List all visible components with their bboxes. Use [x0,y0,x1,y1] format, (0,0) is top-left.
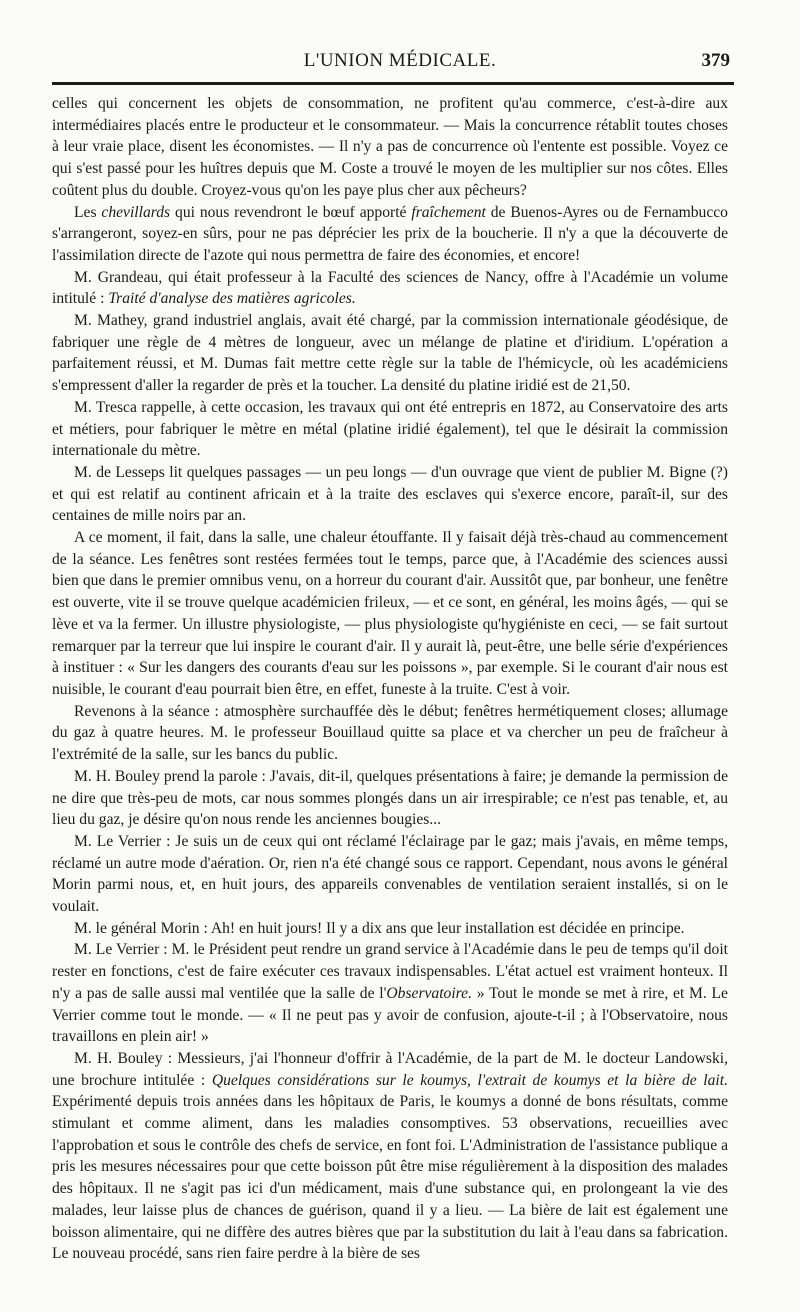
italic-term: Observatoire. [386,984,472,1002]
paragraph-text: Les [74,203,102,221]
book-title: Traité d'analyse des matières agricoles. [108,290,356,308]
paragraph-seance: Revenons à la séance : atmosphère surchauffée dès le début; fenêtres hermétiquement closes; allumage du gaz à quatre heures. M. le professeur Bouillaud quitte sa place et va chercher un peu de fraîcheur à l'extrémité de la salle, sur les bancs du public. [52,702,728,764]
paragraph-chaleur: A ce moment, il fait, dans la salle, une chaleur étouffante. Il y faisait déjà très-chaud au commencement de la séance. Les fenêtres sont restées fermées tout le temps, parce que, à l'Académie des sciences aussi bien que dans le premier omnibus venu, on a horreur du courant d'air. Aussitôt que, par bonheur, une fenêtre est ouverte, vite il se trouve quelque académicien frileux, — et ce sont, en général, les moins âgés, — qui se lève et va la fermer. Un illustre physiologiste, — plus physiologiste qu'hygiéniste en ceci, — se fait surtout remarquer par la terreur que lui inspire le courant d'air. Il y aurait là, peut-être, une belle série d'expériences à instituer : « Sur les dangers des courants d'eau sur les poissons », par exemple. Si le courant d'air nous est nuisible, le courant d'eau pourrait bien être, en effet, funeste à la truite. C'est à voir. [52,529,728,698]
header-rule [52,82,734,85]
paragraph-lesseps: M. de Lesseps lit quelques passages — un peu longs — d'un ouvrage que vient de publier M. Bigne (?) et qui est relatif au continent africain et à la traite des esclaves qui s'exerce encore, paraît-il, sur des centaines de mille noirs par an. [52,463,728,525]
running-title: L'UNION MÉDICALE. [303,50,497,71]
paragraph-tresca: M. Tresca rappelle, à cette occasion, les travaux qui ont été entrepris en 1872, au Conservatoire des arts et métiers, pour fabriquer le mètre en métal (platine iridié également), tel que le désirait la commission internationale du mètre. [52,398,728,460]
paragraph-le-verrier: M. Le Verrier : Je suis un de ceux qui ont réclamé l'éclairage par le gaz; mais j'avais, en même temps, réclamé un autre mode d'aération. Or, rien n'a été changé sous ce rapport. Cependant, nous avons le général Morin parmi nous, et, en huit jours, des appareils convenables de ventilation seraient installés, si on le voulait. [52,832,728,916]
paragraph-continued: celles qui concernent les objets de consommation, ne profitent qu'au commerce, c'est-à-dire aux intermédiaires placés entre le producteur et le consommateur. — Mais la concurrence rétablit toutes choses à leur vraie place, disent les économistes. — Il n'y a pas de concurrence où l'entente est possible. Voyez ce qui s'est passé pour les huîtres depuis que M. Coste a trouvé le moyen de les multiplier sur nos côtes. Elles coûtent plus du double. Croyez-vous qu'on les paye plus cher aux pêcheurs? [52,95,728,199]
paragraph-mathey: M. Mathey, grand industriel anglais, avait été chargé, par la commission internationale géodésique, de fabriquer une règle de 4 mètres de longueur, avec un mélange de platine et d'iridium. L'opération a parfaitement réussi, et M. Dumas fait mettre cette règle sur la table de l'hémicycle, où les académiciens s'empressent d'aller la regarder de près et la toucher. La densité du platine iridié est de 21,50. [52,312,728,395]
paragraph-grandeau [52,267,728,310]
paragraph-text: M. Grandeau, qui était professeur à la Faculté des sciences de Nancy, offre à l'Académie un volume intitulé : [52,268,728,308]
page-number: 379 [701,50,730,71]
italic-term: fraîchement [411,203,486,221]
paragraph-text: » Tout le monde se met à rire, et M. Le Verrier comme tout le monde. — « Il ne peut pas y avoir de confusion, ajoute-t-il ; à l'Observatoire, nous travaillons en plein air! » [52,984,728,1046]
paragraph-text: qui nous revendront le bœuf apporté [170,203,412,221]
article-body [52,93,728,1265]
paragraph-text: M. H. Bouley : Messieurs, j'ai l'honneur d'offrir à l'Académie, de la part de M. le docteur Landowski, une brochure intitulée : [52,1049,728,1089]
paragraph-chevillards [52,202,728,267]
paragraph-text: Expérimenté depuis trois années dans les hôpitaux de Paris, le koumys a donné de bons résultats, comme stimulant et comme aliment, dans les maladies consomptives. 53 observations, recueillies avec l'approbation et sous le contrôle des chefs de service, en font foi. L'Administration de l'assistance publique a pris les mesures nécessaires pour que cette boisson pût être mise régulièrement à la disposition des malades des hôpitaux. Il ne s'agit pas ici d'un médicament, mais d'une substance qui, en prolongeant la vie des malades, leur laisse plus de chances de guérison, quand il y a lieu. — La bière de lait est également une boisson alimentaire, qui ne diffère des autres bières que par la substitution du lait à l'eau dans sa fabrication. Le nouveau procédé, sans rien faire perdre à la bière de ses [52,1093,728,1263]
paragraph-text: M. Le Verrier : M. le Président peut rendre un grand service à l'Académie dans le peu de temps qu'il doit rester en fonctions, c'est de faire exécuter ces travaux indispensables. L'état actuel est vraiment honteux. Il n'y a pas de salle aussi mal ventilée que la salle de l' [52,941,728,1002]
paragraph-bouley: M. H. Bouley prend la parole : J'avais, dit-il, quelques présentations à faire; je demande la permission de ne dire que très-peu de mots, car nous sommes plongés dans un air irrespirable; ce n'est pas tenable, et, au lieu du gaz, je désire qu'on nous rende les anciennes bougies... [52,767,728,829]
paragraph-morin: M. le général Morin : Ah! en huit jours! Il y a dix ans que leur installation est décidée en principe. [74,919,685,937]
paragraph-le-verrier-2 [52,939,728,1048]
book-title: Quelques considérations sur le koumys, l'extrait de koumys et la bière de lait. [211,1071,728,1089]
paragraph-text: de Buenos-Ayres ou de Fernambucco s'arrangeront, soyez-en sûrs, pour ne pas déprécier les prix de la boucherie. Il n'y a que la découverte de l'assimilation directe de l'azote qui nous permettra de faire des économies, et encore! [52,203,728,264]
paragraph-koumys [52,1048,728,1265]
italic-term: chevillards [101,203,171,221]
